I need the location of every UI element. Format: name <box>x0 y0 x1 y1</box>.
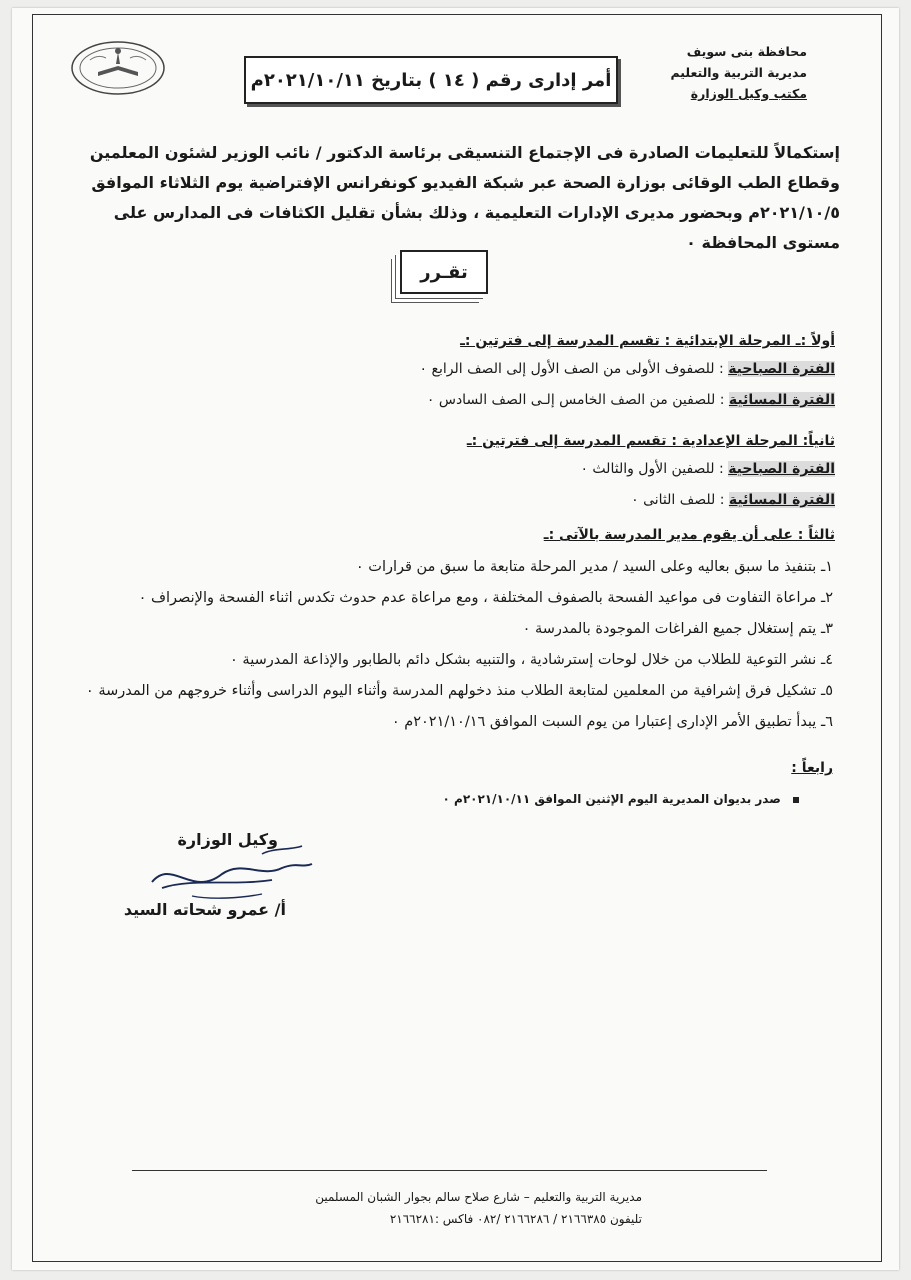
first-morning-text: : للصفوف الأولى من الصف الأول إلى الصف الرابع ٠ <box>419 361 724 377</box>
section-second <box>75 428 835 516</box>
ministry-logo-icon <box>68 38 168 98</box>
decision-label-box <box>400 250 488 294</box>
issued-statement <box>399 792 799 806</box>
first-evening-text: : للصفين من الصف الخامس إلـى الصف السادس ٠ <box>426 392 725 408</box>
handwritten-signature-icon <box>132 838 322 908</box>
governorate-header <box>637 41 807 104</box>
list-item: ٥ـ تشكيل فرق إشرافية من المعلمين لمتابعة الطلاب منذ دخولهم المدرسة وأثناء اليوم الدراسى وأثناء خروجهم من المدرسة ٠ <box>85 683 833 699</box>
decision-label: تقـرر <box>420 261 468 283</box>
intro-paragraph: إستكمالاً للتعليمات الصادرة فى الإجتماع التنسيقى برئاسة الدكتور / نائب الوزير لشئون المعلمين وقطاع الطب الوقائى بوزارة الصحة عبر شبكة الفيديو كونفرانس الإفتراضية يوم الثلاثاء الموافق ٢٠٢١/١٠/٥م وبحضور مديرى الإدارات التعليمية ، وذلك بشأن تقليل الكثافات فى المدارس على مستوى المحافظة ٠ <box>89 143 840 252</box>
governorate-name: محافظة بنى سويف <box>686 44 807 59</box>
order-title-box <box>244 56 618 104</box>
second-evening-line <box>75 485 835 516</box>
list-item: ٤ـ نشر التوعية للطلاب من خلال لوحات إسترشادية ، والتنبيه بشكل دائم بالطابور والإذاعة المدرسية ٠ <box>230 652 833 668</box>
list-item: ١ـ بتنفيذ ما سبق بعاليه وعلى السيد / مدير المرحلة متابعة ما سبق من قرارات ٠ <box>355 559 833 575</box>
section-first-title: أولاً :ـ المرحلة الإبتدائية : تقسم المدرسة إلى فترتين :ـ <box>460 333 835 349</box>
bullet-icon <box>793 797 799 803</box>
list-item: ٣ـ يتم إستغلال جميع الفراغات الموجودة بالمدرسة ٠ <box>522 621 833 637</box>
list-item: ٢ـ مراعاة التفاوت فى مواعيد الفسحة بالصفوف المختلفة ، ومع مراعاة عدم حدوث تكدس اثناء الفسحة والإنصراف ٠ <box>138 590 833 606</box>
first-evening-line <box>75 385 835 416</box>
signatory-title: وكيل الوزارة <box>177 830 278 849</box>
document-page <box>12 8 899 1270</box>
second-evening-label: الفترة المسائية <box>728 492 835 508</box>
issued-text: صدر بديوان المديرية اليوم الإثنين الموافق ٢٠٢١/١٠/١١م ٠ <box>442 792 781 806</box>
section-first <box>75 328 835 416</box>
second-evening-text: : للصف الثانى ٠ <box>631 492 725 508</box>
office-name: مكتب وكيل الوزارة <box>690 86 807 101</box>
first-morning-line <box>75 354 835 385</box>
signatory-name: أ/ عمرو شحاته السيد <box>123 900 286 919</box>
order-title: أمر إدارى رقم ( ١٤ ) بتاريخ ٢٠٢١/١٠/١١م <box>250 69 612 91</box>
second-morning-label: الفترة الصباحية <box>728 461 835 477</box>
first-evening-label: الفترة المسائية <box>728 392 835 408</box>
footer-phones: تليفون ٢١٦٦٣٨٥ / ٢١٦٦٢٨٦ /٠٨٢ فاكس :٢١٦٦٢٨١ <box>389 1212 642 1226</box>
section-fourth-title: رابعاً : <box>791 760 833 776</box>
first-morning-label: الفترة الصباحية <box>728 361 835 377</box>
second-morning-text: : للصفين الأول والثالث ٠ <box>580 461 724 477</box>
footer-address: مديرية التربية والتعليم – شارع صلاح سالم بجوار الشبان المسلمين <box>315 1190 642 1204</box>
section-third <box>75 522 835 548</box>
second-morning-line <box>75 454 835 485</box>
list-item: ٦ـ يبدأ تطبيق الأمر الإدارى إعتبارا من يوم السبت الموافق ٢٠٢١/١٠/١٦م ٠ <box>391 714 833 730</box>
section-third-title: ثالثاً : على أن يقوم مدير المدرسة بالآتى :ـ <box>543 527 835 543</box>
third-items-list <box>53 552 833 738</box>
footer <box>192 1186 642 1230</box>
footer-divider <box>132 1170 767 1171</box>
directorate-name: مديرية التربية والتعليم <box>670 65 807 80</box>
section-second-title: ثانياً: المرحلة الإعدادية : تقسم المدرسة إلى فترتين :ـ <box>466 433 835 449</box>
